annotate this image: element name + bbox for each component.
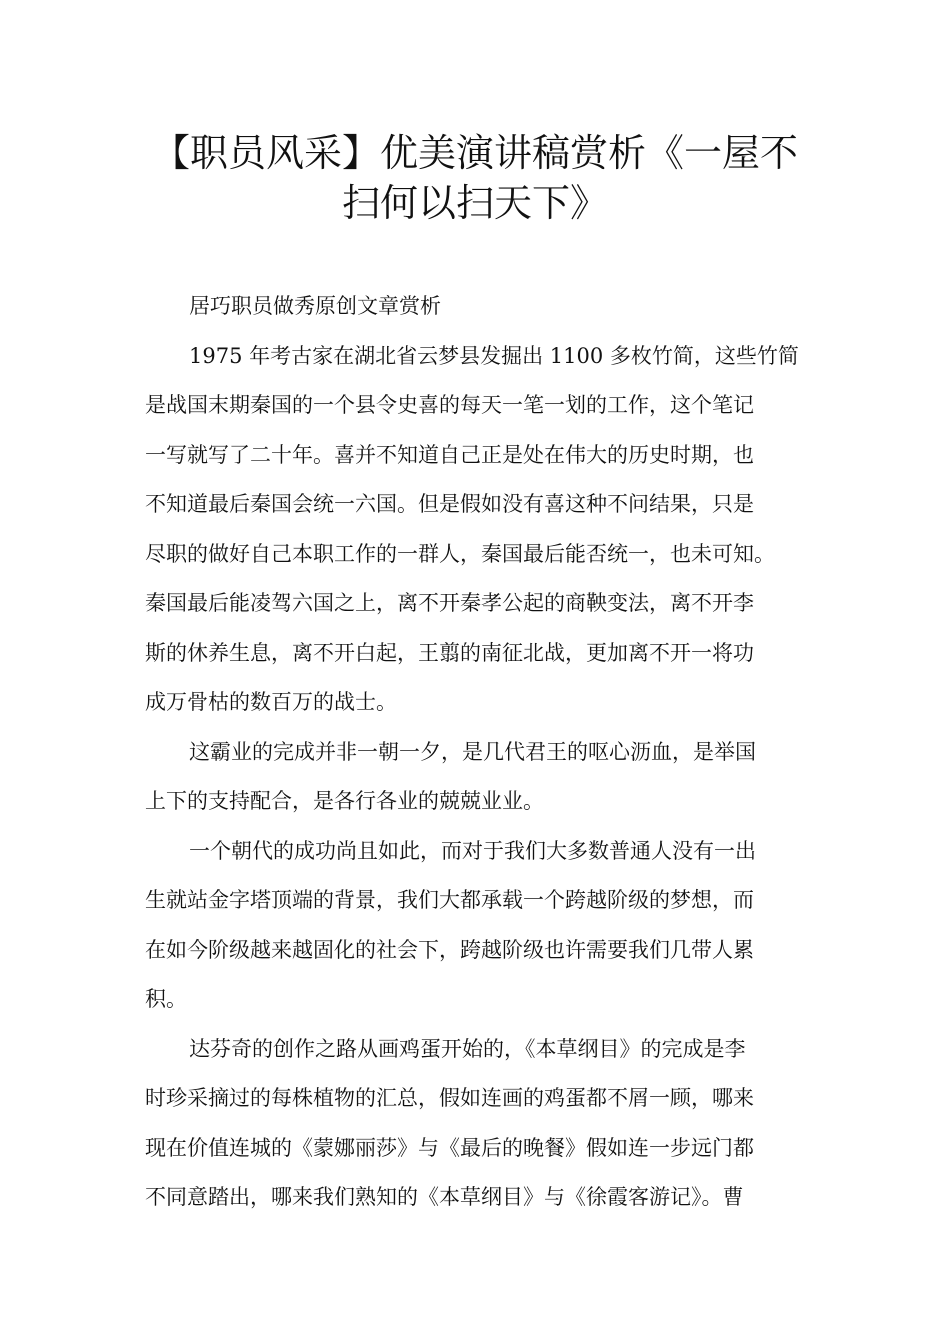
paragraph-line: 时珍采摘过的每株植物的汇总，假如连画的鸡蛋都不屑一顾，哪来: [145, 1086, 754, 1110]
byline: 居巧职员做秀原创文章赏析: [189, 294, 441, 318]
title-line-1: 【职员风采】优美演讲稿赏析《一屋不: [151, 131, 798, 175]
paragraph-line: 达芬奇的创作之路从画鸡蛋开始的，《本草纲目》的完成是李: [189, 1036, 746, 1061]
paragraph-1: [145, 332, 805, 728]
paragraph-line: 成万骨枯的数百万的战士。: [145, 690, 397, 714]
paragraph-line: 秦国最后能凌驾六国之上，离不开秦孝公起的商鞅变法，离不开李: [145, 591, 754, 615]
paragraph-4: [145, 1025, 805, 1223]
paragraph-line: 上下的支持配合，是各行各业的兢兢业业。: [145, 789, 544, 813]
paragraph-line: 这霸业的完成并非一朝一夕，是几代君王的呕心沥血，是举国: [189, 739, 756, 764]
title-line-2: 扫何以扫天下》: [341, 181, 608, 225]
document-title: [120, 128, 830, 228]
paragraph-line: 一个朝代的成功尚且如此，而对于我们大多数普通人没有一出: [189, 838, 756, 863]
paragraph-line: 不知道最后秦国会统一六国。但是假如没有喜这种不问结果，只是: [145, 492, 754, 516]
paragraph-3: [145, 827, 805, 1025]
paragraph-line: 一写就写了二十年。喜并不知道自己正是处在伟大的历史时期，也: [145, 442, 754, 467]
paragraph-line: 积。: [145, 987, 187, 1011]
paragraph-2: [145, 728, 805, 827]
document-body: [145, 282, 805, 1223]
paragraph-line: 在如今阶级越来越固化的社会下，跨越阶级也许需要我们几带人累: [145, 937, 754, 962]
paragraph-line: 1975 年考古家在湖北省云梦县发掘出 1100 多枚竹简，这些竹简: [189, 343, 799, 368]
paragraph-line: 生就站金字塔顶端的背景，我们大都承载一个跨越阶级的梦想，而: [145, 888, 754, 912]
paragraph-line: 斯的休养生息，离不开白起，王翦的南征北战，更加离不开一将功: [145, 640, 754, 665]
paragraph-line: 现在价值连城的《蒙娜丽莎》与《最后的晚餐》假如连一步远门都: [145, 1135, 754, 1160]
paragraph-line: 尽职的做好自己本职工作的一群人，秦国最后能否统一，也未可知。: [145, 541, 775, 566]
paragraph-line: 是战国末期秦国的一个县令史喜的每天一笔一划的工作，这个笔记: [145, 393, 754, 417]
paragraph-line: 不同意踏出，哪来我们熟知的《本草纲目》与《徐霞客游记》。曹: [145, 1185, 744, 1209]
